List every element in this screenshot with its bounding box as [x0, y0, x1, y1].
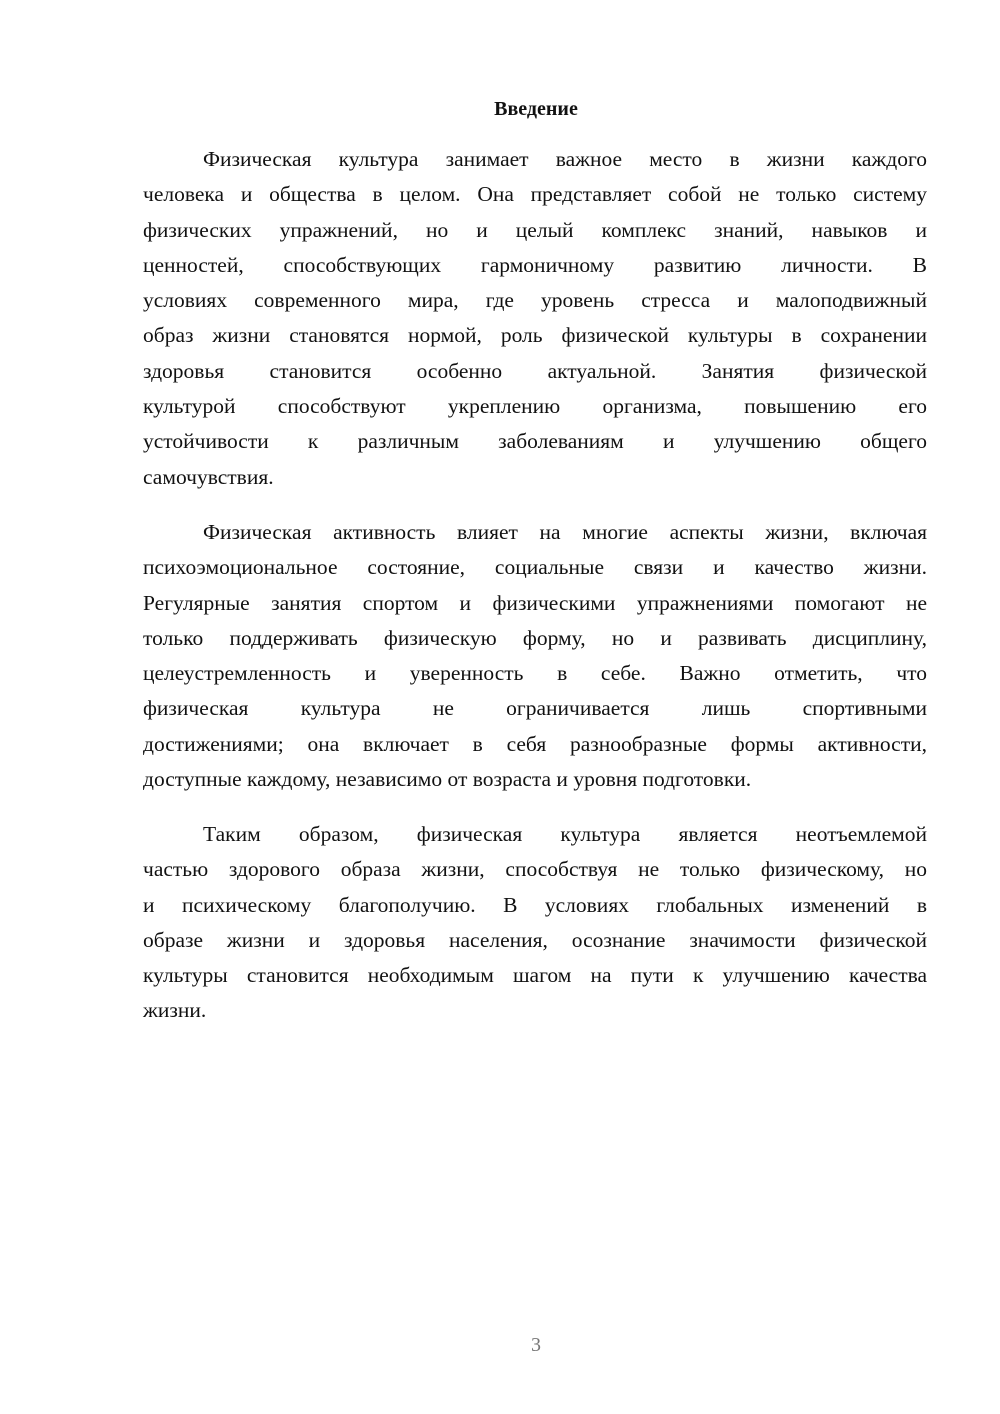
- text-line: условиях современного мира, где уровень стресса и малоподвижный: [143, 288, 927, 313]
- paragraph-2: [143, 515, 927, 797]
- text-line: только поддерживать физическую форму, но и развивать дисциплину,: [143, 625, 927, 650]
- page-number: 3: [531, 1334, 541, 1356]
- text-line: жизни.: [143, 998, 207, 1023]
- text-line: Физическая активность влияет на многие аспекты жизни, включая: [203, 520, 927, 544]
- text-line: физическая культура не ограничивается лишь спортивными: [143, 696, 927, 721]
- text-line: образе жизни и здоровья населения, осознание значимости физической: [143, 927, 927, 952]
- text-line: ценностей, способствующих гармоничному развитию личности. В: [143, 252, 927, 277]
- text-line: Физическая культура занимает важное место в жизни каждого: [203, 147, 927, 171]
- text-line: целеустремленность и уверенность в себе. Важно отметить, что: [143, 661, 927, 686]
- text-line: самочувствия.: [143, 464, 274, 489]
- text-line: здоровья становится особенно актуальной. Занятия физической: [143, 358, 927, 383]
- paragraph-1: [143, 142, 927, 495]
- text-line: образ жизни становятся нормой, роль физической культуры в сохранении: [143, 323, 927, 348]
- text-line: культурой способствуют укреплению организма, повышению его: [143, 394, 927, 419]
- text-line: психоэмоциональное состояние, социальные связи и качество жизни.: [143, 555, 927, 580]
- text-line: человека и общества в целом. Она представляет собой не только систему: [143, 182, 927, 207]
- text-line: доступные каждому, независимо от возраста и уровня подготовки.: [143, 767, 752, 792]
- text-line: Регулярные занятия спортом и физическими упражнениями помогают не: [143, 590, 927, 615]
- text-line: культуры становится необходимым шагом на пути к улучшению качества: [143, 963, 927, 988]
- text-line: физических упражнений, но и целый комплекс знаний, навыков и: [143, 217, 927, 242]
- paragraph-3: [143, 817, 927, 1029]
- text-line: частью здорового образа жизни, способствуя не только физическому, но: [143, 857, 927, 882]
- text-line: Таким образом, физическая культура является неотъемлемой: [203, 822, 927, 846]
- text-line: устойчивости к различным заболеваниям и улучшению общего: [143, 429, 927, 454]
- text-line: и психическому благополучию. В условиях глобальных изменений в: [143, 892, 927, 917]
- section-heading: Введение: [494, 98, 578, 120]
- text-line: достижениями; она включает в себя разнообразные формы активности,: [143, 731, 927, 756]
